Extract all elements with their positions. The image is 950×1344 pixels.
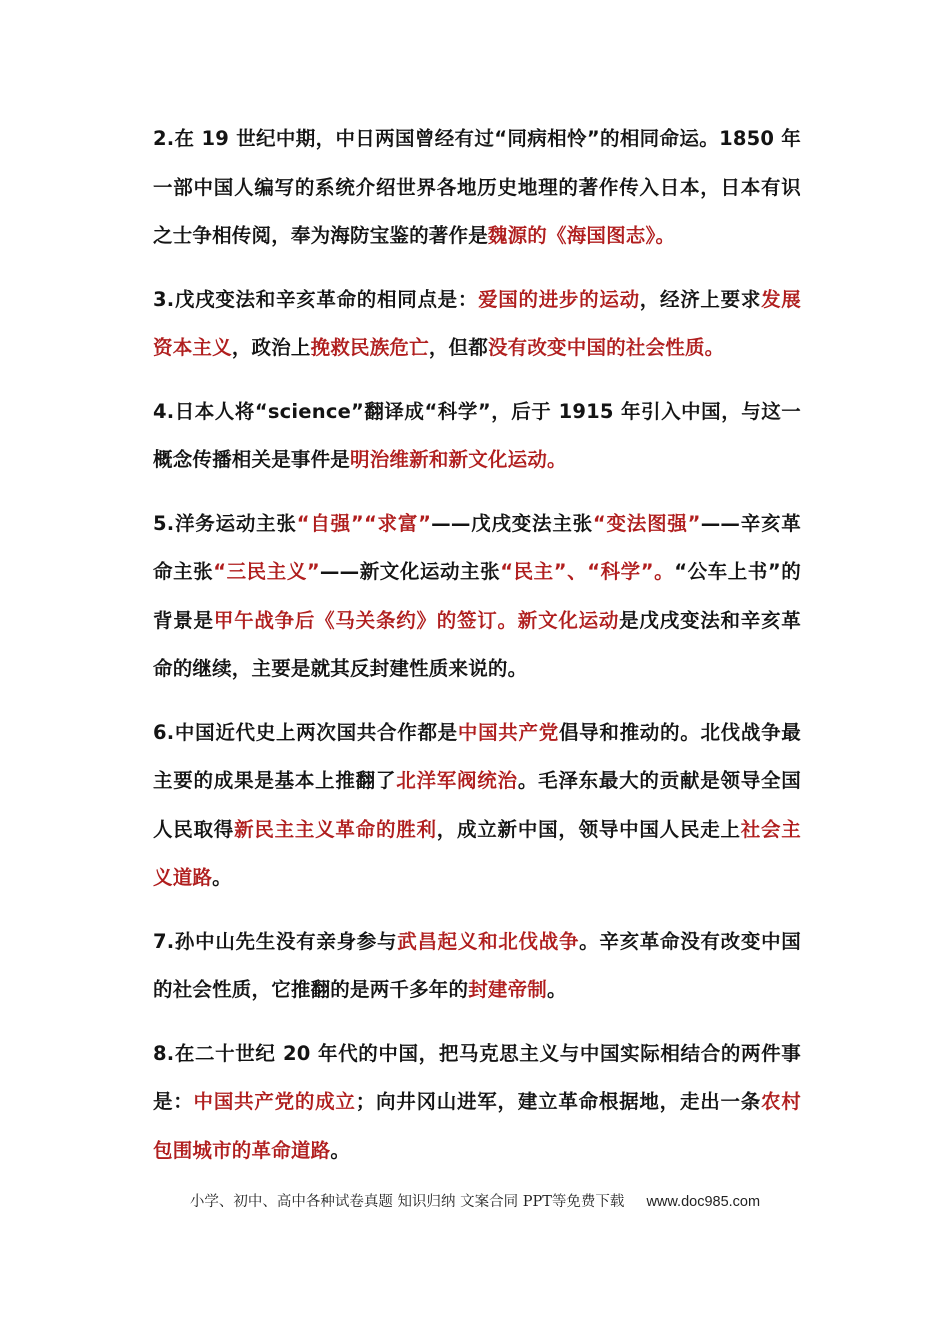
paragraph-text: 7.孙中山先生没有亲身参与 (153, 929, 398, 953)
highlighted-answer: 社会主义道路 (153, 817, 801, 889)
highlighted-answer: 甲午战争后《马关条约》的签订。新文化运动 (213, 608, 620, 632)
paragraph-text: ——新文化运动主张 (319, 560, 501, 583)
highlighted-answer: 爱国的进步的运动 (478, 287, 640, 311)
document-body (153, 115, 801, 1190)
highlighted-answer: 魏源的《海国图志》。 (487, 224, 676, 247)
highlighted-answer: 中国共产党 (457, 720, 559, 744)
paragraph-text: 2.在 19 世纪中期，中日两国曾经有过“同病相怜”的相同命运。1850 年一部中国人编写的系统介绍世界各地历史地理的著作传入日本，日本有识之士争相传阅，奉为海防宝鉴的著作是 (153, 127, 801, 247)
paragraph-5 (153, 500, 801, 694)
footer-site-link[interactable]: www.doc985.com (646, 1194, 761, 1210)
paragraph-text: 5.洋务运动主张 (153, 511, 297, 535)
highlighted-answer: 明治维新和新文化运动。 (350, 448, 567, 471)
highlighted-answer: “民主”、“科学”。 (500, 560, 675, 583)
highlighted-answer: 农村包围城市的革命道路 (153, 1090, 801, 1162)
footer-text: 小学、初中、高中各种试卷真题 知识归纳 文案合同 PPT等免费下载 (189, 1194, 625, 1210)
paragraph-6 (153, 709, 801, 903)
paragraph-text: 8.在二十世纪 20 年代的中国，把马克思主义与中国实际相结合的两件事是： (153, 1041, 801, 1113)
paragraph-text: ；向井冈山进军，建立革命根据地，走出一条 (355, 1090, 762, 1113)
highlighted-answer: 发展资本主义 (153, 287, 801, 359)
paragraph-text: 。毛泽东最大的贡献是领导全国人民取得 (153, 769, 801, 841)
highlighted-answer: “三民主义” (213, 560, 320, 583)
paragraph-text: 倡导和推动的。北伐战争最主要的成果是基本上推翻了 (153, 720, 801, 792)
highlighted-answer: “变法图强” (592, 511, 701, 535)
highlighted-answer: 没有改变中国的社会性质。 (487, 336, 725, 359)
highlighted-answer: 武昌起义和北伐战争 (397, 929, 580, 953)
paragraph-4 (153, 388, 801, 485)
highlighted-answer: 新民主主义革命的胜利 (234, 817, 437, 841)
paragraph-text: ，但都 (428, 336, 488, 359)
paragraph-text: 。辛亥革命没有改变中国的社会性质，它推翻的是两千多年的 (153, 929, 801, 1001)
paragraph-text: ，政治上 (231, 336, 311, 359)
paragraph-text: “公车上书”的背景是 (153, 560, 801, 632)
highlighted-answer: “自强”“求富” (296, 511, 432, 535)
paragraph-text: 。 (212, 866, 232, 889)
paragraph-2 (153, 115, 801, 261)
paragraph-text: 6.中国近代史上两次国共合作都是 (153, 720, 458, 744)
highlighted-answer: 封建帝制 (468, 978, 548, 1001)
highlighted-answer: 北洋军阀统治 (396, 769, 518, 792)
paragraph-7 (153, 918, 801, 1015)
paragraph-3 (153, 276, 801, 373)
paragraph-text: ，成立新中国，领导中国人民走上 (436, 817, 741, 841)
paragraph-text: 4.日本人将“science”翻译成“科学”，后于 1915 年引入中国，与这一概念传播相关是事件是 (153, 399, 801, 471)
paragraph-text: ，经济上要求 (639, 287, 762, 311)
page-footer (0, 1190, 950, 1211)
paragraph-text: 是戊戌变法和辛亥革命的继续，主要是就其反封建性质来说的。 (153, 608, 801, 680)
paragraph-text: ——辛亥革命主张 (153, 511, 801, 583)
paragraph-text: 3.戊戌变法和辛亥革命的相同点是： (153, 287, 479, 311)
paragraph-8 (153, 1030, 801, 1176)
highlighted-answer: 挽救民族危亡 (310, 336, 429, 359)
paragraph-text: 。 (547, 978, 567, 1001)
paragraph-text: 。 (330, 1138, 351, 1162)
highlighted-answer: 中国共产党的成立 (193, 1090, 356, 1113)
paragraph-text: ——戊戌变法主张 (431, 511, 593, 535)
